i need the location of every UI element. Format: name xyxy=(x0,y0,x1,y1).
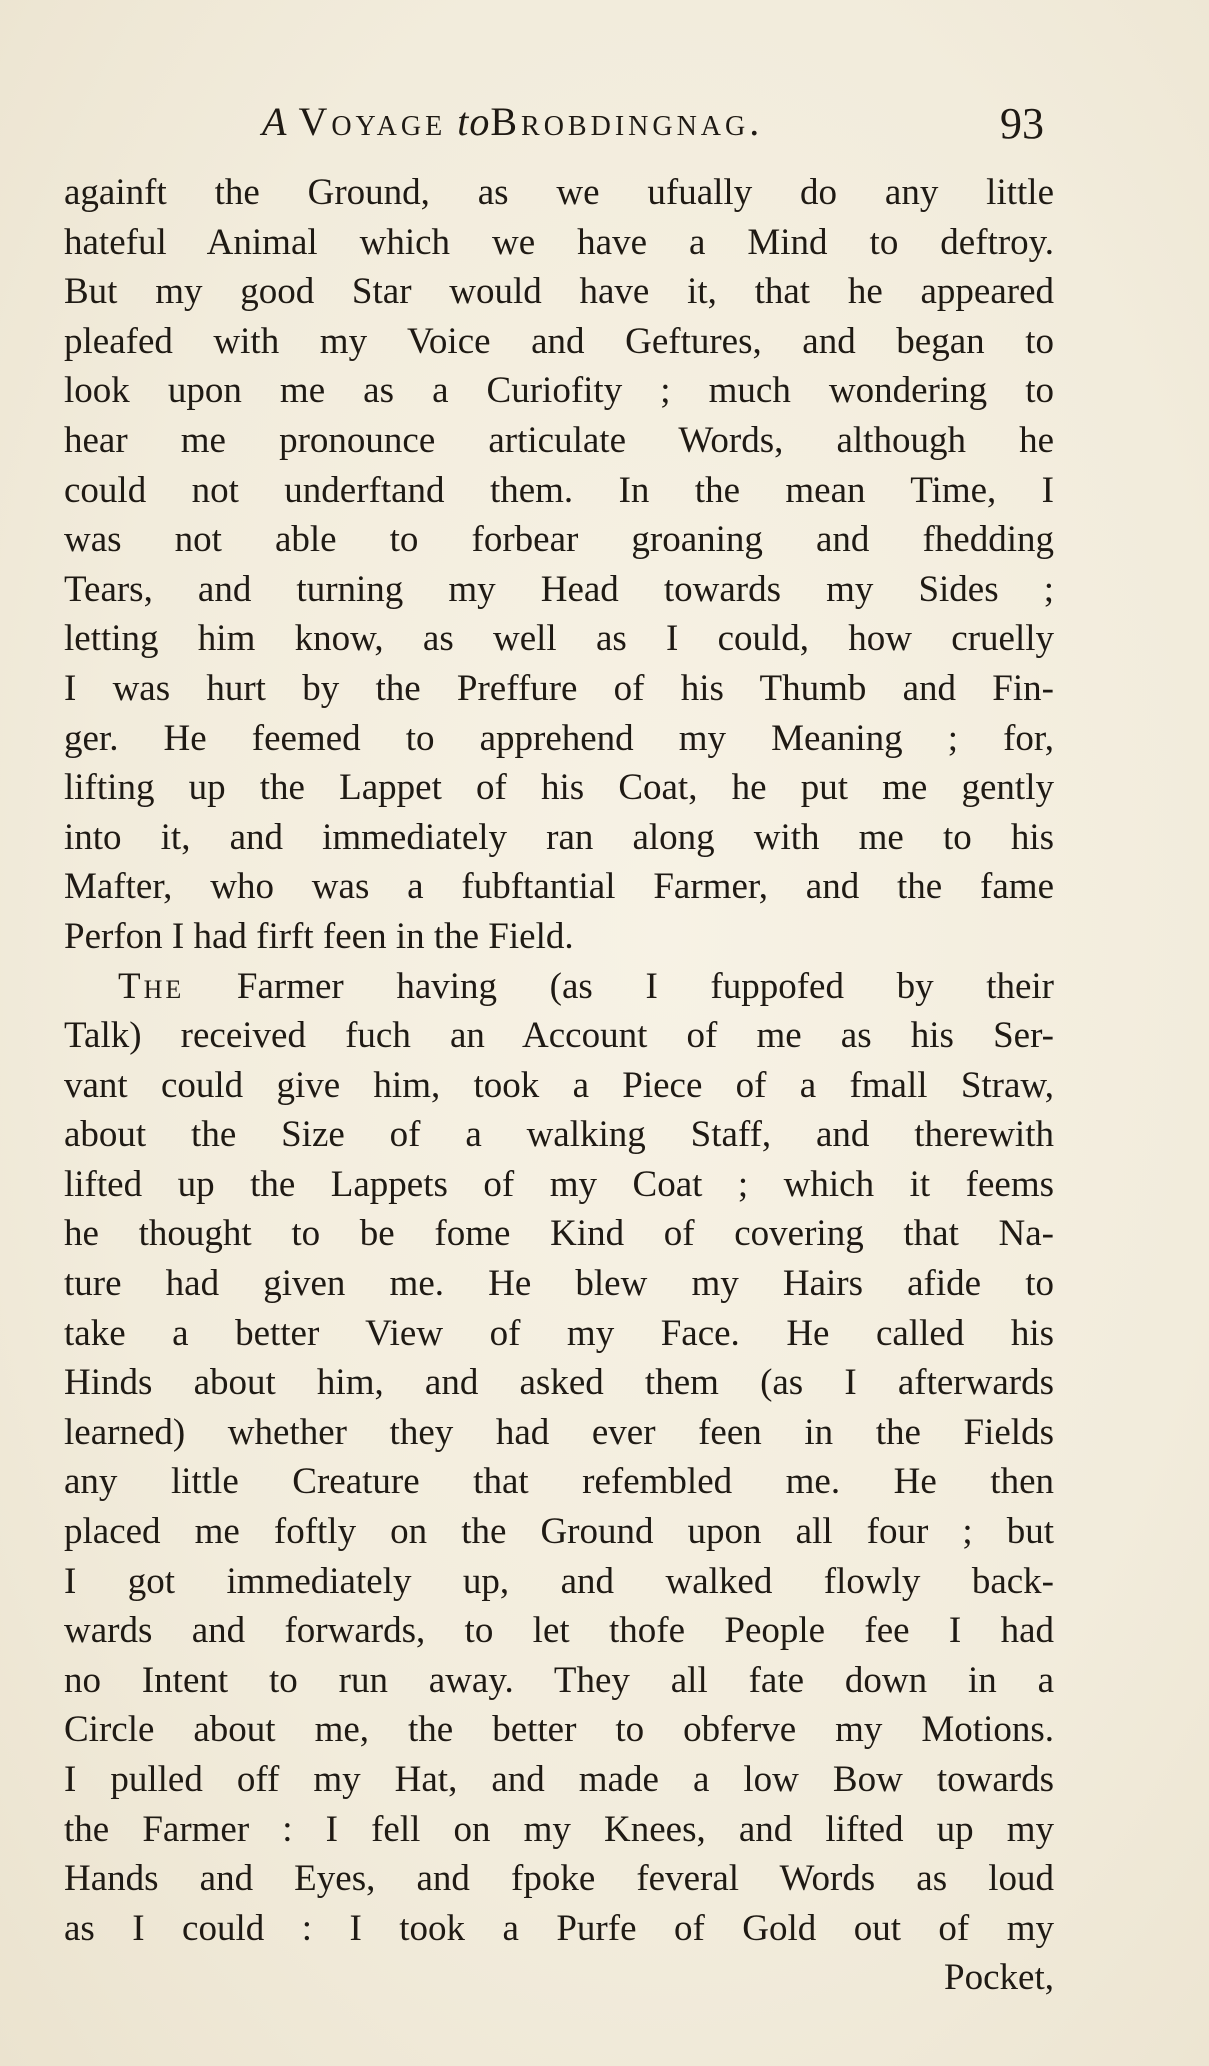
text-line: no Intent to run away. They all fate down in a xyxy=(64,1659,1054,1701)
text-line: vant could give him, took a Piece of a fmall Straw, xyxy=(64,1064,1054,1106)
text-line: learned) whether they had ever feen in the Fields xyxy=(64,1411,1054,1453)
text-line: letting him know, as well as I could, how cruelly xyxy=(64,618,1054,660)
page-header xyxy=(0,92,1209,152)
text-line: take a better View of my Face. He called his xyxy=(64,1312,1054,1354)
text-line: Hinds about him, and asked them (as I afterwards xyxy=(64,1362,1054,1404)
text-line: Tears, and turning my Head towards my Sides ; xyxy=(64,568,1054,610)
text-line: ture had given me. He blew my Hairs afide to xyxy=(64,1263,1054,1305)
running-head-to: to xyxy=(457,99,491,144)
text-line: pleafed with my Voice and Geftures, and began to xyxy=(64,320,1054,362)
text-line: But my good Star would have it, that he appeared xyxy=(64,271,1054,313)
text-line: about the Size of a walking Staff, and therewith xyxy=(64,1114,1054,1156)
body-text xyxy=(64,168,1054,2003)
text-line: could not underftand them. In the mean Time, I xyxy=(64,469,1054,511)
text-line: as I could : I took a Purfe of Gold out of my xyxy=(64,1907,1054,1949)
text-line: hateful Animal which we have a Mind to deftroy. xyxy=(64,221,1054,263)
text-line: hear me pronounce articulate Words, although he xyxy=(64,419,1054,461)
text-line: the Farmer : I fell on my Knees, and lifted up my xyxy=(64,1808,1054,1850)
text-line: Mafter, who was a fubftantial Farmer, and the fame xyxy=(64,866,1054,908)
running-head xyxy=(262,98,763,145)
text-line: againft the Ground, as we ufually do any little xyxy=(64,172,1054,213)
running-head-voyage: Voyage xyxy=(298,99,447,144)
text-line: lifted up the Lappets of my Coat ; which it feems xyxy=(64,1163,1054,1205)
text-line: Talk) received fuch an Account of me as his Ser- xyxy=(64,1015,1054,1057)
paragraph-start-line xyxy=(64,962,1054,1012)
text-line: he thought to be fome Kind of covering that Na- xyxy=(64,1213,1054,1255)
text-line: placed me foftly on the Ground upon all four ; but xyxy=(64,1511,1054,1553)
text-line: was not able to forbear groaning and fhedding xyxy=(64,519,1054,561)
paragraph-start-text: Farmer having (as I fuppofed by their xyxy=(236,965,1054,1007)
text-line: Circle about me, the better to obferve my Motions. xyxy=(64,1709,1054,1751)
text-line: into it, and immediately ran along with me to his xyxy=(64,816,1054,858)
text-line: I was hurt by the Preffure of his Thumb and Fin- xyxy=(64,667,1054,709)
text-line: Hands and Eyes, and fpoke feveral Words as loud xyxy=(64,1858,1054,1900)
paragraph-lead-word: The xyxy=(118,965,185,1007)
running-head-place: Brobdingnag. xyxy=(490,99,764,144)
text-line: wards and forwards, to let thofe People fee I had xyxy=(64,1610,1054,1652)
text-line: I got immediately up, and walked flowly back- xyxy=(64,1560,1054,1602)
text-line: ger. He feemed to apprehend my Meaning ; for, xyxy=(64,717,1054,759)
page-number: 93 xyxy=(1000,99,1044,148)
text-line: I pulled off my Hat, and made a low Bow towards xyxy=(64,1759,1054,1800)
text-line: lifting up the Lappet of his Coat, he put me gently xyxy=(64,767,1054,809)
paragraph-end-line: Perfon I had firft feen in the Field. xyxy=(64,915,574,957)
running-head-a: A xyxy=(262,99,288,144)
catchword: Pocket, xyxy=(944,1957,1054,1999)
text-line: look upon me as a Curiofity ; much wondering to xyxy=(64,370,1054,412)
text-line: any little Creature that refembled me. He then xyxy=(64,1461,1054,1503)
